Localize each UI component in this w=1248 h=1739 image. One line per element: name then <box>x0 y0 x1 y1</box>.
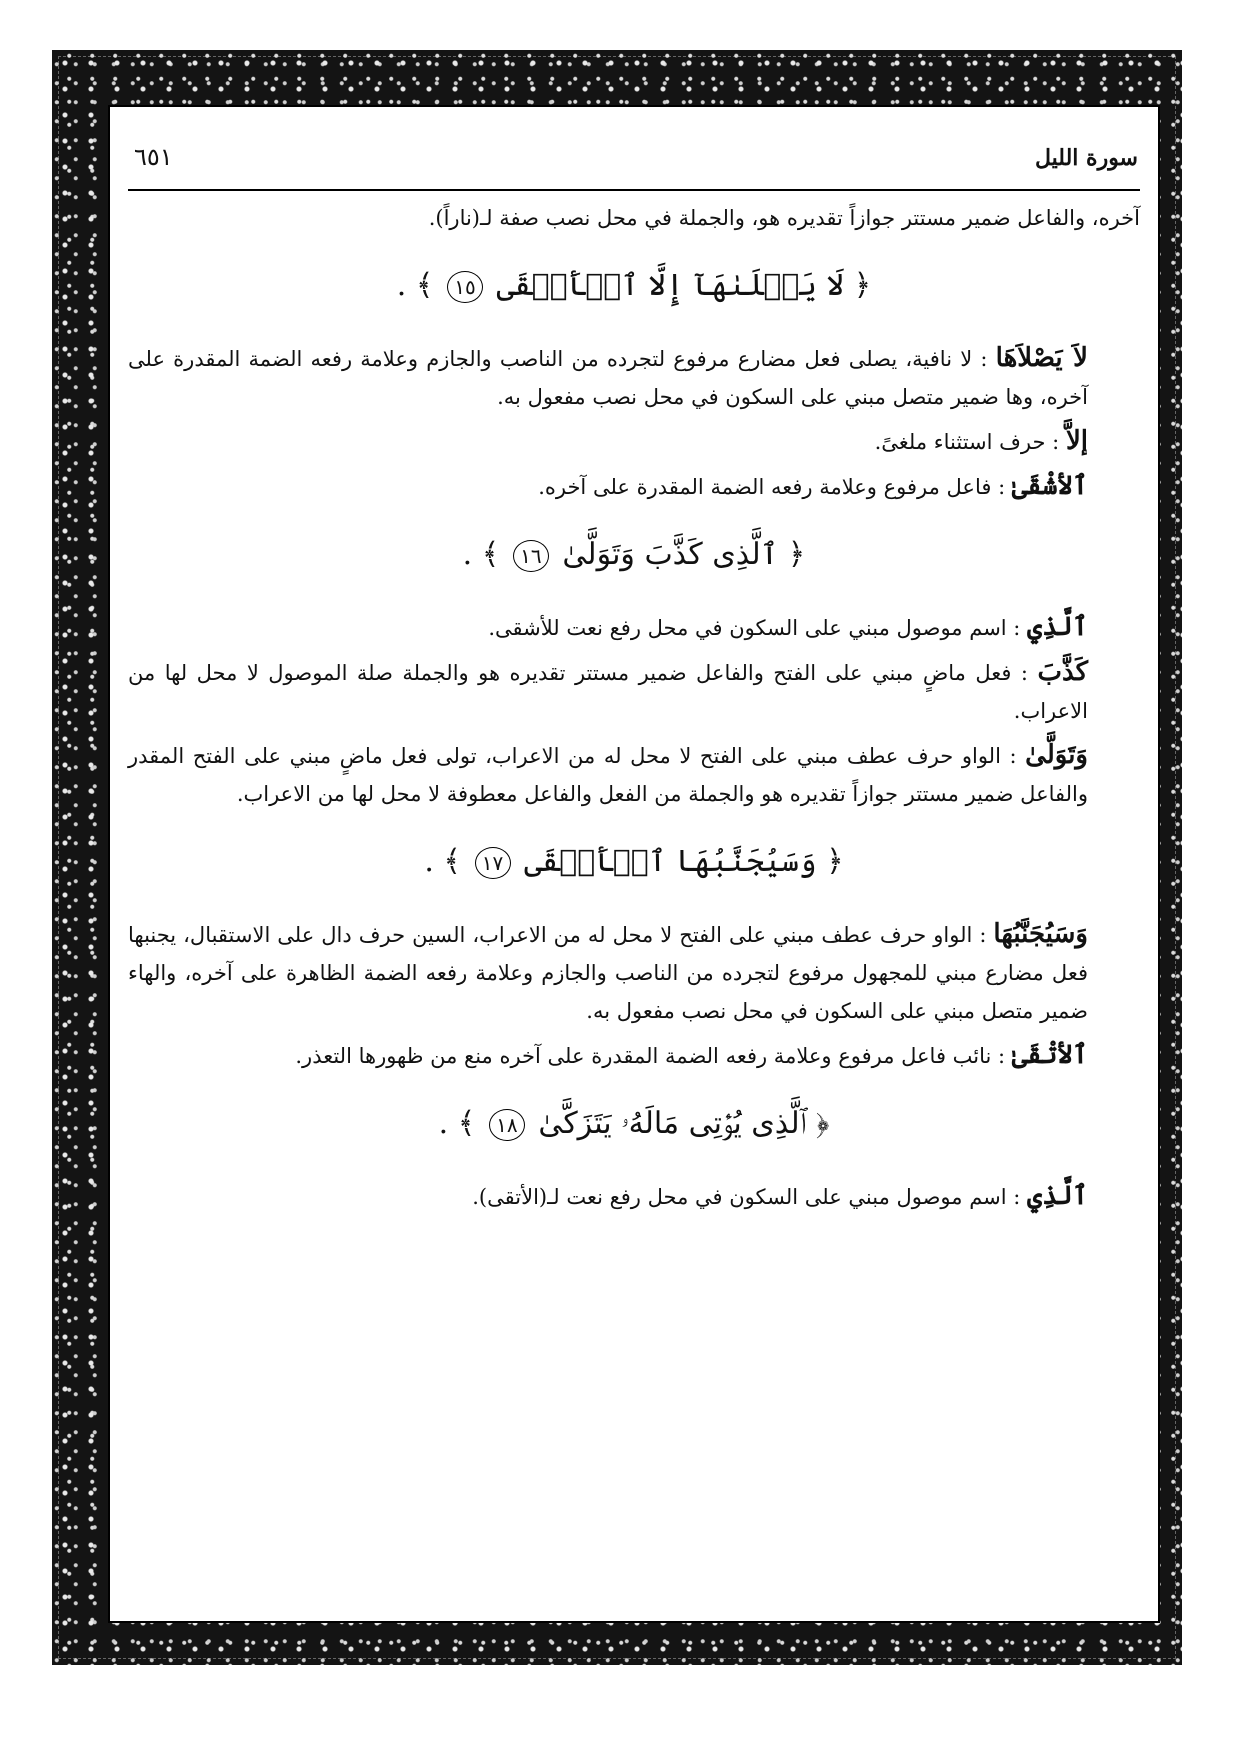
analysis-term: وَسَيُجَنَّبُهَا <box>993 919 1088 949</box>
verse-number: ١٦ <box>513 540 549 572</box>
verse-text: وَسَيُجَنَّبُهَا ٱلۡأَتۡقَى <box>524 844 817 879</box>
analysis-term: إلاَّ <box>1065 426 1088 456</box>
page-body <box>108 105 1160 1623</box>
page-number: ٦٥١ <box>134 143 173 171</box>
verse-number: ١٨ <box>489 1109 525 1141</box>
verse-open-bracket: ﴿ <box>826 844 844 879</box>
analysis-text: : فاعل مرفوع وعلامة رفعه الضمة المقدرة على آخره. <box>538 475 1006 499</box>
verse-16 <box>128 532 1140 578</box>
intro-paragraph: آخره، والفاعل ضمير مستتر جوازاً تقديره هو، والجملة في محل نصب صفة لـ(ناراً). <box>428 206 1140 230</box>
verse-close-bracket: ﴾ . <box>396 268 434 303</box>
analysis-term: وَتَوَلَّىٰ <box>1025 740 1088 770</box>
analysis-term: ٱلَّذِي <box>1027 612 1088 642</box>
analysis-item <box>128 1036 1140 1075</box>
analysis-item <box>128 736 1140 813</box>
verse-close-bracket: ﴾ . <box>424 844 461 879</box>
verse-number: ١٥ <box>447 271 483 303</box>
analysis-item <box>128 422 1140 461</box>
analysis-item <box>128 1177 1140 1216</box>
analysis-term: ٱلأتْقَىٰ <box>1011 1040 1088 1070</box>
analysis-text: : نائب فاعل مرفوع وعلامة رفعه الضمة المقدرة على آخره منع من ظهورها التعذر. <box>295 1044 1006 1068</box>
verse-text: لَا يَصۡلَىٰهَآ إِلَّا ٱلۡأَشۡقَى <box>496 268 845 303</box>
page-content <box>128 199 1140 1222</box>
analysis-text: : حرف استثناء ملغىً. <box>874 430 1060 454</box>
verse-close-bracket: ﴾ . <box>462 537 500 572</box>
analysis-item <box>128 608 1140 647</box>
analysis-text: : فعل ماضٍ مبني على الفتح والفاعل ضمير مستتر تقديره هو والجملة صلة الموصول لا محل لها من الاعراب. <box>128 661 1088 723</box>
surah-title: سورة الليل <box>1034 145 1138 171</box>
page-header <box>128 107 1140 191</box>
verse-number: ١٧ <box>475 847 511 879</box>
verse-text: ٱلَّذِى كَذَّبَ وَتَوَلَّىٰ <box>562 537 779 572</box>
analysis-term: ٱلأشْقَىٰ <box>1011 471 1088 501</box>
analysis-item <box>128 915 1140 1030</box>
analysis-text: : الواو حرف عطف مبني على الفتح لا محل له من الاعراب، السين حرف دال على الاستقبال، يجنبها فعل مضارع مبني للمجهول مرفوع لتجرده من الناصب والجازم وعلامة رفعه الضمة الظاهرة على آخره، والهاء ضمير متصل مبني على السكون في محل نصب مفعول به. <box>128 923 1088 1023</box>
verse-close-bracket: ﴾ . <box>438 1106 476 1141</box>
analysis-term: ٱلَّذِي <box>1027 1181 1088 1211</box>
ornamental-border <box>52 50 1182 1665</box>
verse-15 <box>128 263 1140 309</box>
verse-open-bracket: ﴿ <box>787 537 806 572</box>
analysis-text: : اسم موصول مبني على السكون في محل رفع نعت للأشقى. <box>488 616 1021 640</box>
verse-open-bracket: ﴿ <box>853 268 872 303</box>
verse-text: ٱلَّذِى يُؤۡتِى مَالَهُۥ يَتَزَكَّىٰ <box>538 1106 807 1141</box>
analysis-item <box>128 339 1140 416</box>
verse-open-bracket: ﴿ <box>816 1106 830 1141</box>
verse-17 <box>128 839 1140 885</box>
analysis-text: : اسم موصول مبني على السكون في محل رفع نعت لـ(الأتقى). <box>472 1185 1021 1209</box>
verse-18 <box>128 1101 1140 1147</box>
analysis-text: : الواو حرف عطف مبني على الفتح لا محل له من الاعراب، تولى فعل ماضٍ مبني على الفتح المقدر والفاعل ضمير مستتر جوازاً تقديره هو والجملة من الفعل والفاعل معطوفة لا محل لها من الاعراب. <box>128 744 1088 806</box>
analysis-term: كَذَّبَ <box>1037 657 1088 687</box>
analysis-term: لاَ يَصْلاَهَا <box>995 343 1088 373</box>
analysis-item <box>128 467 1140 506</box>
analysis-item <box>128 653 1140 730</box>
analysis-text: : لا نافية، يصلى فعل مضارع مرفوع لتجرده من الناصب والجازم وعلامة رفعه الضمة المقدرة على آخره، وها ضمير متصل مبني على السكون في محل نصب مفعول به. <box>128 347 1088 409</box>
